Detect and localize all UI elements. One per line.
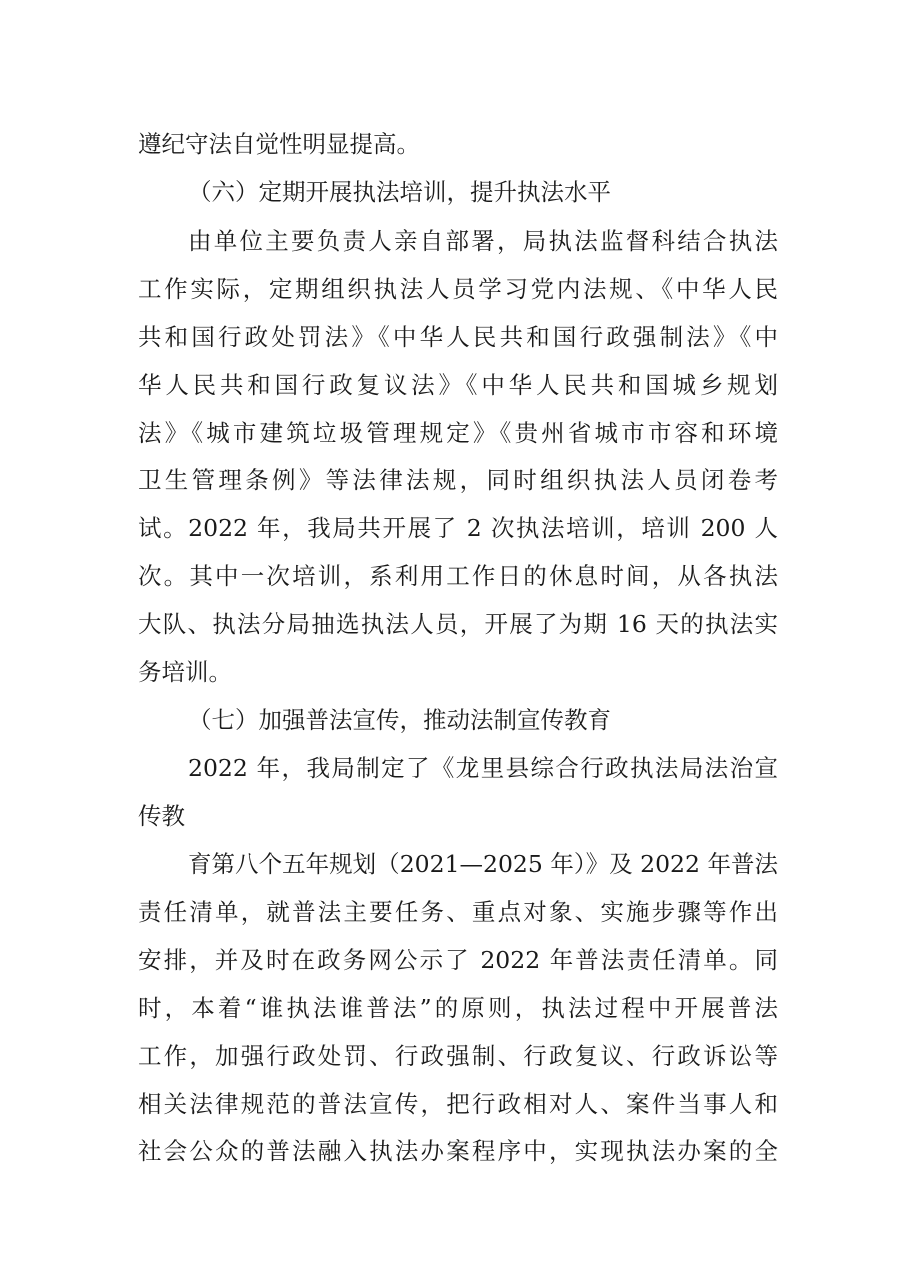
section-heading-7: （七）加强普法宣传，推动法制宣传教育 [188, 706, 611, 734]
body-text-line: 务培训。 [138, 658, 232, 686]
body-text-line: 法》《城市建筑垃圾管理规定》《贵州省城市市容和环境 [138, 419, 778, 447]
body-text-line: 安排，并及时在政务网公示了 2022 年普法责任清单。同 [138, 946, 778, 974]
body-text-line: 时，本着“谁执法谁普法”的原则，执法过程中开展普法 [138, 994, 778, 1022]
body-text-line: 试。2022 年，我局共开展了 2 次执法培训，培训 200 人 [138, 514, 778, 542]
body-text-line: 由单位主要负责人亲自部署，局执法监督科结合执法 [188, 227, 778, 255]
body-text-line: 工作，加强行政处罚、行政强制、行政复议、行政诉讼等 [138, 1042, 778, 1070]
section-heading-6: （六）定期开展执法培训，提升执法水平 [188, 178, 611, 206]
body-text-line: 责任清单，就普法主要任务、重点对象、实施步骤等作出 [138, 898, 778, 926]
body-text-line: 次。其中一次培训，系利用工作日的休息时间，从各执法 [138, 562, 778, 590]
body-text-line: 卫生管理条例》等法律法规，同时组织执法人员闭卷考 [138, 466, 778, 494]
body-text-line: 相关法律规范的普法宣传，把行政相对人、案件当事人和 [138, 1090, 778, 1118]
body-text-line: 大队、执法分局抽选执法人员，开展了为期 16 天的执法实 [138, 610, 778, 638]
body-text-line: 2022 年，我局制定了《龙里县综合行政执法局法治宣 [188, 754, 778, 782]
body-text-line: 传教 [138, 802, 185, 830]
body-text-line: 工作实际，定期组织执法人员学习党内法规、《中华人民 [138, 275, 778, 303]
body-text-line: 共和国行政处罚法》《中华人民共和国行政强制法》《中 [138, 323, 778, 351]
body-text-line: 社会公众的普法融入执法办案程序中，实现执法办案的全 [138, 1137, 778, 1165]
body-text-line: 华人民共和国行政复议法》《中华人民共和国城乡规划 [138, 371, 778, 399]
body-text-line: 遵纪守法自觉性明显提高。 [138, 130, 420, 158]
body-text-line: 育第八个五年规划（2021—2025 年）》及 2022 年普法 [188, 850, 778, 878]
